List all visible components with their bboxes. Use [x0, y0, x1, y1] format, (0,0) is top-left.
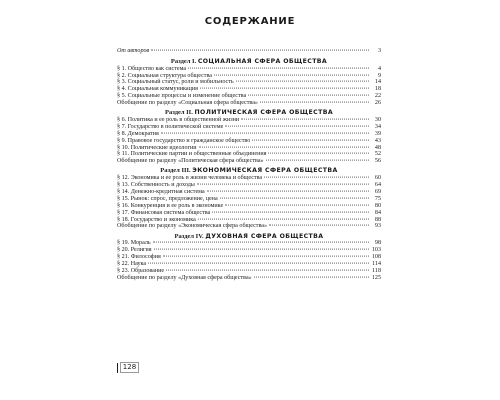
toc-entry-label: Обобщение по разделу «Социальная сфера общества» — [117, 100, 258, 107]
toc-entry-page: 108 — [371, 254, 381, 261]
section-number: Раздел II. — [164, 109, 193, 117]
toc-entry-page: 22 — [374, 93, 381, 100]
toc-entry-label: § 16. Конкуренция и ее роль в экономике — [117, 202, 224, 209]
section-title: ДУХОВНАЯ СФЕРА ОБЩЕСТВА — [205, 232, 324, 240]
toc-entry[interactable] — [117, 254, 381, 261]
dot-leader — [269, 225, 369, 226]
toc-entry-page: 4 — [377, 65, 381, 72]
dot-leader — [148, 263, 369, 264]
dot-leader — [266, 160, 369, 161]
toc-entry-page: 60 — [374, 175, 381, 182]
table-of-contents — [117, 48, 381, 282]
toc-entry-page: 30 — [374, 117, 381, 124]
dot-leader — [260, 102, 369, 103]
section-number: Раздел IV. — [174, 232, 204, 240]
toc-entry[interactable] — [117, 117, 381, 124]
toc-entry[interactable] — [117, 268, 381, 275]
toc-entry-label: § 10. Политические идеологии — [117, 144, 197, 151]
dot-leader — [197, 184, 369, 185]
dot-leader — [225, 126, 369, 127]
toc-entry-label: § 8. Демократия — [117, 130, 159, 137]
toc-entry-page: 114 — [372, 261, 381, 268]
toc-entry-page: 3 — [377, 48, 381, 54]
dot-leader — [198, 218, 369, 219]
toc-entry[interactable] — [117, 100, 381, 107]
toc-entry[interactable] — [117, 124, 381, 131]
toc-entry-label: § 9. Правовое государство и гражданское общество — [117, 137, 251, 144]
toc-entry[interactable] — [117, 79, 381, 86]
dot-leader — [207, 191, 369, 192]
page-title: СОДЕРЖАНИЕ — [204, 16, 296, 27]
toc-entry-label: § 21. Философия — [117, 254, 161, 261]
dot-leader — [241, 119, 369, 120]
toc-entry-label: § 2. Социальная структура общества — [117, 72, 212, 79]
toc-entry-page: 39 — [374, 130, 381, 137]
dot-leader — [214, 74, 369, 75]
dot-leader — [225, 204, 369, 205]
toc-entry[interactable] — [117, 275, 381, 282]
toc-entry-page: 14 — [374, 79, 381, 86]
toc-entry-label: § 14. Денежно-кредитная система — [117, 189, 205, 196]
toc-entry[interactable] — [117, 240, 381, 247]
toc-entry-label: § 4. Социальная коммуникация — [117, 86, 198, 93]
dot-leader — [212, 211, 369, 212]
toc-entry-page: 48 — [374, 144, 381, 151]
dot-leader — [163, 256, 369, 257]
dot-leader — [248, 95, 369, 96]
dot-leader — [220, 198, 369, 199]
toc-entry-page: 18 — [374, 86, 381, 93]
dot-leader — [254, 276, 369, 277]
page-footer — [117, 362, 139, 373]
toc-entry-label: § 15. Рынок: спрос, предложение, цена — [117, 195, 218, 202]
toc-entry-label: Обобщение по разделу «Духовная сфера общества» — [117, 274, 252, 281]
toc-entry-label: § 12. Экономика и ее роль в жизни человека и общества — [117, 175, 263, 182]
toc-entry-page: 118 — [372, 267, 381, 274]
toc-sections — [117, 58, 381, 282]
toc-entry-page: 34 — [374, 123, 381, 130]
toc-entry-page: 26 — [374, 100, 381, 107]
section-title: ЭКОНОМИЧЕСКАЯ СФЕРА ОБЩЕСТВА — [192, 167, 338, 175]
toc-entry-label: § 23. Образование — [117, 267, 165, 274]
toc-entry-label: § 19. Мораль — [117, 240, 151, 247]
page-number: 128 — [120, 362, 139, 373]
toc-entry-label: § 22. Наука — [117, 261, 147, 268]
dot-leader — [236, 81, 369, 82]
toc-entry[interactable] — [117, 261, 381, 268]
section-title: ПОЛИТИЧЕСКАЯ СФЕРА ОБЩЕСТВА — [194, 109, 334, 117]
dot-leader — [252, 139, 369, 140]
toc-entry-page: 52 — [374, 151, 381, 158]
dot-leader — [200, 88, 369, 89]
toc-entry-label: § 7. Государство в политической системе — [117, 123, 224, 130]
section-title: СОЦИАЛЬНАЯ СФЕРА ОБЩЕСТВА — [197, 57, 328, 65]
toc-entry[interactable] — [117, 203, 381, 210]
toc-entry[interactable] — [117, 158, 381, 165]
toc-entry-page: 56 — [374, 158, 381, 165]
section-number: Раздел III. — [160, 167, 191, 175]
dot-leader — [268, 153, 369, 154]
toc-entry-label: § 18. Государство и экономика — [117, 216, 196, 223]
section-heading — [117, 109, 381, 117]
toc-entry-label: § 11. Политические партии и общественные объединения — [117, 151, 267, 158]
section-number: Раздел I. — [170, 57, 197, 65]
dot-leader — [264, 177, 369, 178]
toc-entry-page: 75 — [374, 195, 381, 202]
toc-entry-page: 43 — [374, 137, 381, 144]
dot-leader — [188, 67, 369, 68]
toc-entry-intro[interactable] — [117, 48, 381, 55]
toc-entry-label: § 6. Политика и ее роль в общественной жизни — [117, 117, 240, 124]
toc-entry-page: 80 — [374, 202, 381, 209]
toc-entry[interactable] — [117, 138, 381, 145]
footer-rule — [117, 363, 118, 373]
toc-entry-label: § 20. Религия — [117, 247, 152, 254]
dot-leader — [154, 249, 369, 250]
toc-entry-label: Обобщение по разделу «Экономическая сфера общества» — [117, 223, 268, 230]
toc-entry-page: 93 — [374, 223, 381, 230]
toc-entry-page: 9 — [377, 72, 381, 79]
toc-entry[interactable] — [117, 196, 381, 203]
toc-entry-label: Обобщение по разделу «Политическая сфера общества» — [117, 158, 264, 165]
toc-entry-page: 64 — [374, 182, 381, 189]
toc-entry[interactable] — [117, 131, 381, 138]
toc-entry-page: 98 — [374, 240, 381, 247]
dot-leader — [161, 132, 369, 133]
dot-leader — [199, 146, 369, 147]
toc-entry[interactable] — [117, 210, 381, 217]
section-heading — [117, 233, 381, 241]
toc-entry-label: § 1. Общество как система — [117, 65, 187, 72]
toc-entry[interactable] — [117, 223, 381, 230]
dot-leader — [166, 270, 369, 271]
toc-entry-label: § 13. Собственность и доходы — [117, 182, 195, 189]
toc-entry-page: 88 — [374, 216, 381, 223]
toc-entry-page: 103 — [371, 247, 381, 254]
toc-entry-page: 84 — [374, 209, 381, 216]
toc-entry-page: 69 — [374, 189, 381, 196]
section-heading — [117, 58, 381, 66]
toc-entry-page: 125 — [371, 274, 381, 281]
dot-leader — [151, 50, 369, 51]
toc-entry[interactable] — [117, 66, 381, 73]
toc-entry-label: § 5. Социальные процессы и изменение общества — [117, 93, 247, 100]
toc-entry[interactable] — [117, 189, 381, 196]
toc-entry[interactable] — [117, 182, 381, 189]
toc-entry-label: § 3. Социальный статус, роли и мобильность — [117, 79, 234, 86]
dot-leader — [153, 242, 369, 243]
toc-entry-label: § 17. Финансовая система общества — [117, 209, 211, 216]
toc-entry-label: От авторов — [117, 48, 150, 54]
